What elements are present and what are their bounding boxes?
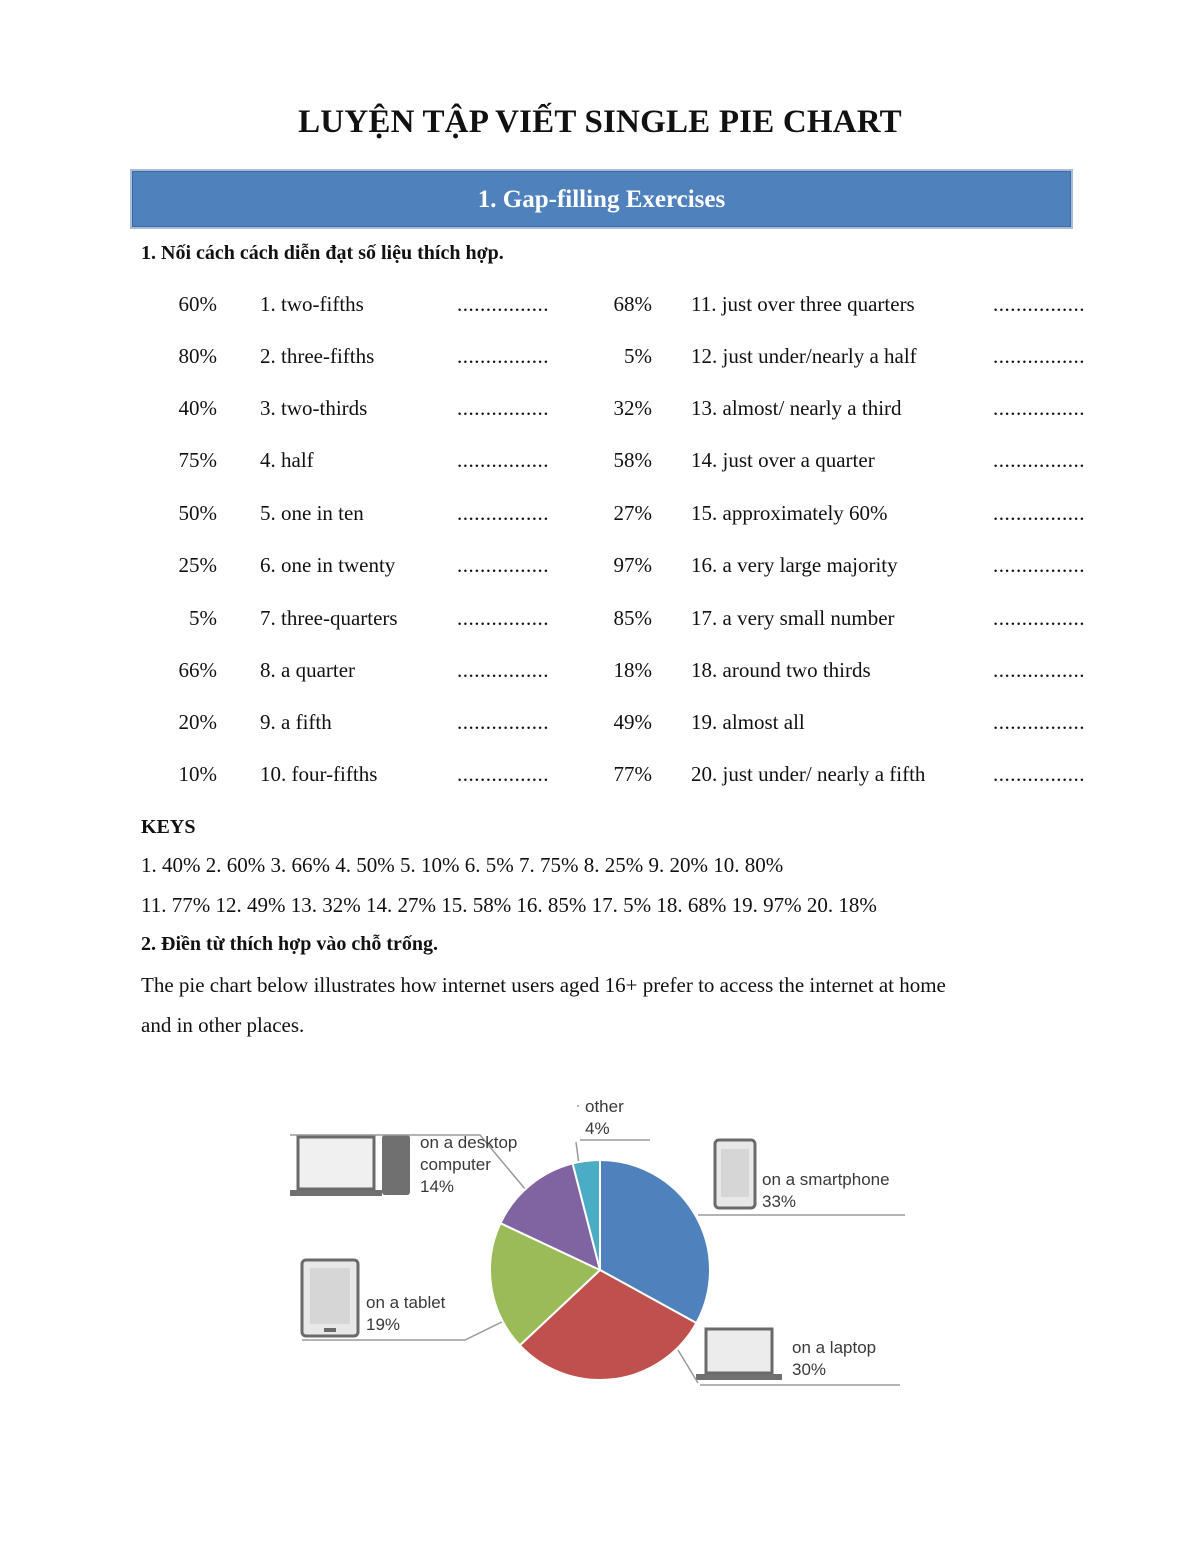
right-answer-blank: ................ <box>993 501 1085 525</box>
left-percentage: 50% <box>178 501 217 525</box>
matching-row <box>0 292 1200 322</box>
pie-slice-label: 33% <box>762 1192 797 1211</box>
left-expression: 5. one in ten <box>260 501 364 525</box>
right-answer-blank: ................ <box>993 344 1085 368</box>
left-percentage: 5% <box>189 606 217 630</box>
right-percentage: 5% <box>624 344 652 368</box>
right-answer-blank: ................ <box>993 658 1085 682</box>
chart-description-line-1: The pie chart below illustrates how internet users aged 16+ prefer to access the internet at home <box>141 973 946 997</box>
pie-slice-label: on a smartphone <box>762 1170 890 1189</box>
left-percentage: 25% <box>178 553 217 577</box>
left-percentage: 10% <box>178 762 217 786</box>
pie-slice-label: 19% <box>366 1315 401 1334</box>
left-expression: 1. two-fifths <box>260 292 364 316</box>
right-expression: 11. just over three quarters <box>691 292 915 316</box>
matching-row <box>0 396 1200 426</box>
left-expression: 2. three-fifths <box>260 344 375 368</box>
matching-row <box>0 762 1200 792</box>
right-expression: 14. just over a quarter <box>691 448 875 472</box>
matching-row <box>0 501 1200 531</box>
left-answer-blank: ................ <box>457 448 549 472</box>
left-answer-blank: ................ <box>457 606 549 630</box>
right-answer-blank: ................ <box>993 292 1085 316</box>
pie-slice-label: computer <box>420 1155 491 1174</box>
pie-slice-label: other <box>585 1097 624 1116</box>
section-banner: 1. Gap-filling Exercises <box>130 169 1073 229</box>
right-percentage: 27% <box>613 501 652 525</box>
left-expression: 4. half <box>260 448 314 472</box>
laptop-icon <box>696 1329 782 1380</box>
page-title: LUYỆN TẬP VIẾT SINGLE PIE CHART <box>298 104 902 140</box>
right-expression: 17. a very small number <box>691 606 895 630</box>
pie-slice-label: on a desktop <box>420 1133 518 1152</box>
right-expression: 15. approximately 60% <box>691 501 888 525</box>
left-percentage: 40% <box>178 396 217 420</box>
pie-slice-label: 30% <box>792 1360 827 1379</box>
pie-chart <box>280 1085 920 1405</box>
right-answer-blank: ................ <box>993 710 1085 734</box>
pie-slice-label: 4% <box>585 1119 610 1138</box>
right-answer-blank: ................ <box>993 553 1085 577</box>
left-answer-blank: ................ <box>457 553 549 577</box>
chart-description-line-2: and in other places. <box>141 1013 305 1037</box>
exercise-2-heading: 2. Điền từ thích hợp vào chỗ trống. <box>141 933 438 955</box>
right-answer-blank: ................ <box>993 448 1085 472</box>
right-answer-blank: ................ <box>993 606 1085 630</box>
right-answer-blank: ................ <box>993 396 1085 420</box>
left-expression: 8. a quarter <box>260 658 356 682</box>
smartphone-icon <box>715 1140 755 1208</box>
left-answer-blank: ................ <box>457 710 549 734</box>
right-expression: 18. around two thirds <box>691 658 871 682</box>
desktop-computer-icon <box>290 1135 410 1196</box>
matching-row <box>0 606 1200 636</box>
left-answer-blank: ................ <box>457 762 549 786</box>
matching-row <box>0 553 1200 583</box>
left-expression: 3. two-thirds <box>260 396 368 420</box>
keys-line-2: 11. 77% 12. 49% 13. 32% 14. 27% 15. 58% 16. 85% 17. 5% 18. 68% 19. 97% 20. 18% <box>141 893 877 917</box>
left-percentage: 80% <box>178 344 217 368</box>
right-expression: 13. almost/ nearly a third <box>691 396 902 420</box>
left-answer-blank: ................ <box>457 396 549 420</box>
matching-row <box>0 658 1200 688</box>
pie-slice-label: 14% <box>420 1177 455 1196</box>
left-expression: 7. three-quarters <box>260 606 398 630</box>
matching-row <box>0 710 1200 740</box>
left-answer-blank: ................ <box>457 501 549 525</box>
left-percentage: 75% <box>178 448 217 472</box>
left-answer-blank: ................ <box>457 344 549 368</box>
right-expression: 19. almost all <box>691 710 805 734</box>
keys-heading: KEYS <box>141 816 196 838</box>
right-percentage: 58% <box>613 448 652 472</box>
left-expression: 9. a fifth <box>260 710 332 734</box>
right-answer-blank: ................ <box>993 762 1085 786</box>
left-percentage: 60% <box>178 292 217 316</box>
left-expression: 10. four-fifths <box>260 762 378 786</box>
left-expression: 6. one in twenty <box>260 553 396 577</box>
right-percentage: 77% <box>613 762 652 786</box>
matching-row <box>0 448 1200 478</box>
right-percentage: 97% <box>613 553 652 577</box>
left-answer-blank: ................ <box>457 292 549 316</box>
keys-line-1: 1. 40% 2. 60% 3. 66% 4. 50% 5. 10% 6. 5% 7. 75% 8. 25% 9. 20% 10. 80% <box>141 853 784 877</box>
right-expression: 20. just under/ nearly a fifth <box>691 762 926 786</box>
right-percentage: 18% <box>613 658 652 682</box>
left-percentage: 20% <box>178 710 217 734</box>
pie-slice-label: on a laptop <box>792 1338 877 1357</box>
tablet-icon <box>302 1260 358 1336</box>
right-expression: 12. just under/nearly a half <box>691 344 917 368</box>
pie-slice-label: on a tablet <box>366 1293 446 1312</box>
right-percentage: 68% <box>613 292 652 316</box>
right-percentage: 32% <box>613 396 652 420</box>
left-answer-blank: ................ <box>457 658 549 682</box>
left-percentage: 66% <box>178 658 217 682</box>
right-expression: 16. a very large majority <box>691 553 898 577</box>
exercise-1-heading: 1. Nối cách cách diễn đạt số liệu thích hợp. <box>141 242 504 264</box>
right-percentage: 85% <box>613 606 652 630</box>
right-percentage: 49% <box>613 710 652 734</box>
matching-row <box>0 344 1200 374</box>
